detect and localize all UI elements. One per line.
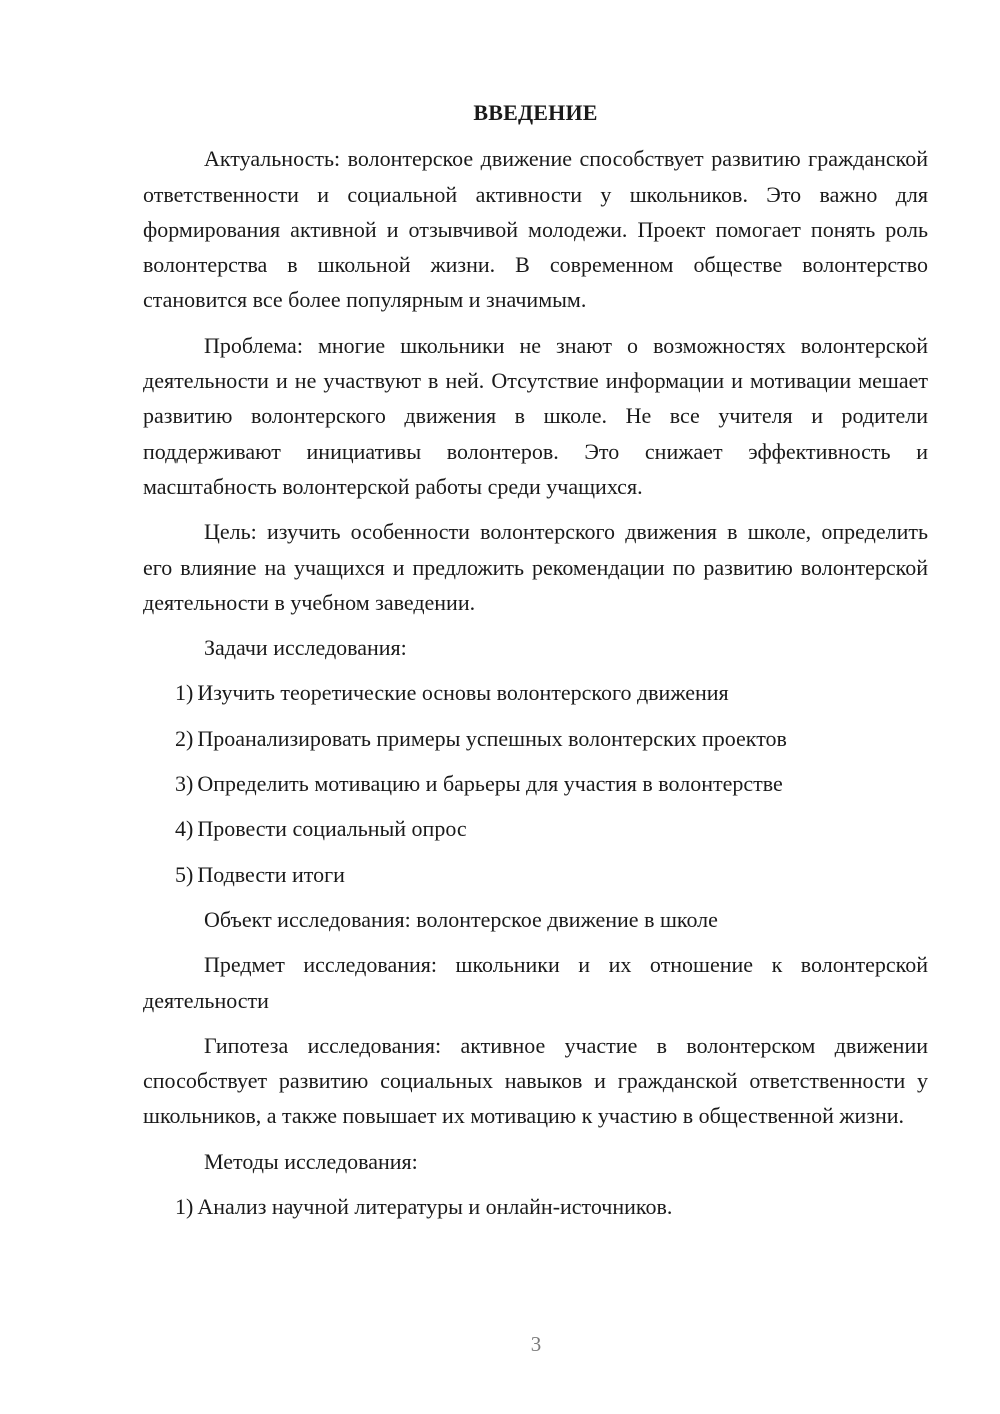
list-item	[143, 766, 928, 801]
list-item-text: Подвести итоги	[197, 861, 345, 887]
object-paragraph: Объект исследования: волонтерское движение в школе	[204, 906, 718, 932]
methods-heading: Методы исследования:	[204, 1148, 418, 1174]
list-item-number: 5)	[175, 861, 194, 887]
problem-paragraph: Проблема: многие школьники не знают о возможностях волонтерской деятельности и не участвуют в ней. Отсутствие информации и мотивации мешает развитию волонтерского движения в школе. Не все учителя и родители поддерживают инициативы волонтеров. Это снижает эффективность и масштабность волонтерской работы среди учащихся.	[143, 332, 928, 499]
list-item-text: Изучить теоретические основы волонтерского движения	[197, 680, 729, 706]
page-number: 3	[530, 1332, 542, 1356]
list-item	[143, 675, 928, 710]
tasks-heading: Задачи исследования:	[204, 635, 407, 661]
list-item-text: Проанализировать примеры успешных волонтерских проектов	[197, 725, 787, 751]
document-page	[143, 95, 928, 1234]
list-item-number: 2)	[175, 725, 194, 751]
subject-paragraph: Предмет исследования: школьники и их отношение к волонтерской деятельности	[143, 952, 928, 1013]
tasks-list	[143, 675, 928, 891]
relevance-paragraph: Актуальность: волонтерское движение способствует развитию гражданской ответственности и социальной активности у школьников. Это важно для формирования активной и отзывчивой молодежи. Проект помогает понять роль волонтерства в школьной жизни. В современном обществе волонтерство становится все более популярным и значимым.	[143, 146, 928, 313]
list-item-text: Провести социальный опрос	[197, 816, 467, 842]
list-item	[143, 857, 928, 892]
list-item	[143, 721, 928, 756]
list-item	[143, 1189, 928, 1224]
methods-list	[143, 1189, 928, 1224]
list-item-text: Определить мотивацию и барьеры для участия в волонтерстве	[197, 771, 783, 797]
list-item-number: 1)	[175, 1194, 194, 1220]
list-item	[143, 811, 928, 846]
section-heading: ВВЕДЕНИЕ	[473, 100, 598, 125]
list-item-number: 3)	[175, 771, 194, 797]
list-item-text: Анализ научной литературы и онлайн-источников.	[197, 1194, 673, 1220]
goal-paragraph: Цель: изучить особенности волонтерского движения в школе, определить его влияние на учащихся и предложить рекомендации по развитию волонтерской деятельности в учебном заведении.	[143, 519, 928, 615]
list-item-number: 4)	[175, 816, 194, 842]
hypothesis-paragraph: Гипотеза исследования: активное участие в волонтерском движении способствует развитию социальных навыков и гражданской ответственности у школьников, а также повышает их мотивацию к участию в общественной жизни.	[143, 1032, 928, 1129]
list-item-number: 1)	[175, 680, 194, 706]
